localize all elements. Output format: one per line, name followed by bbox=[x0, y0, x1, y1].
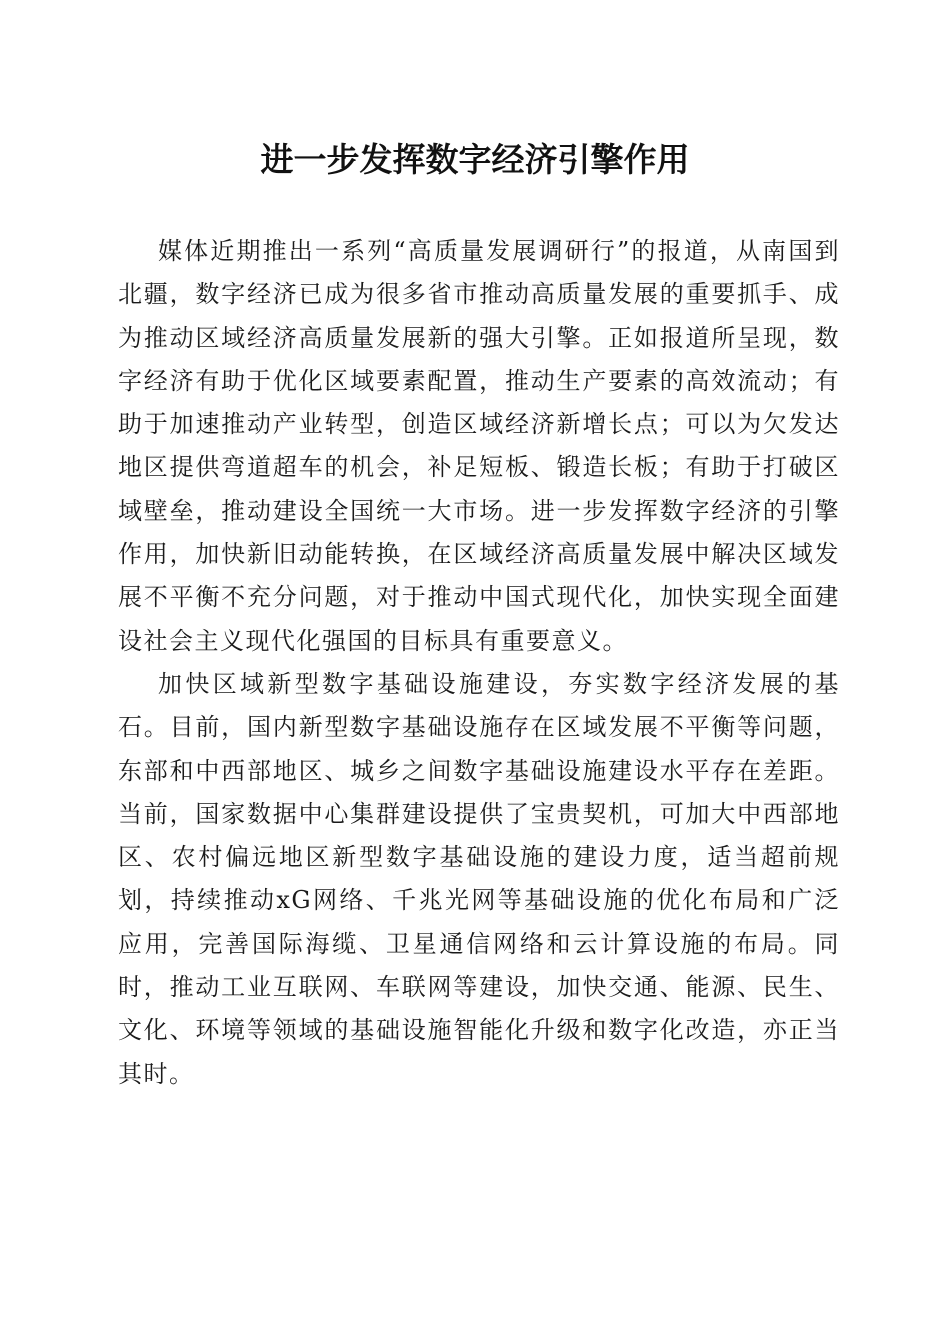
page-title: 进一步发挥数字经济引擎作用 bbox=[260, 140, 690, 179]
paragraph: 媒体近期推出一系列“高质量发展调研行”的报道，从南国到北疆，数字经济已成为很多省市推动高质量发展的重要抓手、成为推动区域经济高质量发展新的强大引擎。正如报道所呈现，数字经济有助于优化区域要素配置，推动生产要素的高效流动；有助于加速推动产业转型，创造区域经济新增长点；可以为欠发达地区提供弯道超车的机会，补足短板、锻造长板；有助于打破区域壁垒，推动建设全国统一大市场。进一步发挥数字经济的引擎作用，加快新旧动能转换，在区域经济高质量发展中解决区域发展不平衡不充分问题，对于推动中国式现代化，加快实现全面建设社会主义现代化强国的目标具有重要意义。 bbox=[118, 237, 840, 655]
article-body bbox=[118, 230, 840, 1096]
paragraph: 加快区域新型数字基础设施建设，夯实数字经济发展的基石。目前，国内新型数字基础设施存在区域发展不平衡等问题，东部和中西部地区、城乡之间数字基础设施建设水平存在差距。当前，国家数据中心集群建设提供了宝贵契机，可加大中西部地区、农村偏远地区新型数字基础设施的建设力度，适当超前规划，持续推动xG网络、千兆光网等基础设施的优化布局和广泛应用，完善国际海缆、卫星通信网络和云计算设施的布局。同时，推动工业互联网、车联网等建设，加快交通、能源、民生、文化、环境等领域的基础设施智能化升级和数字化改造，亦正当其时。 bbox=[118, 669, 840, 1088]
